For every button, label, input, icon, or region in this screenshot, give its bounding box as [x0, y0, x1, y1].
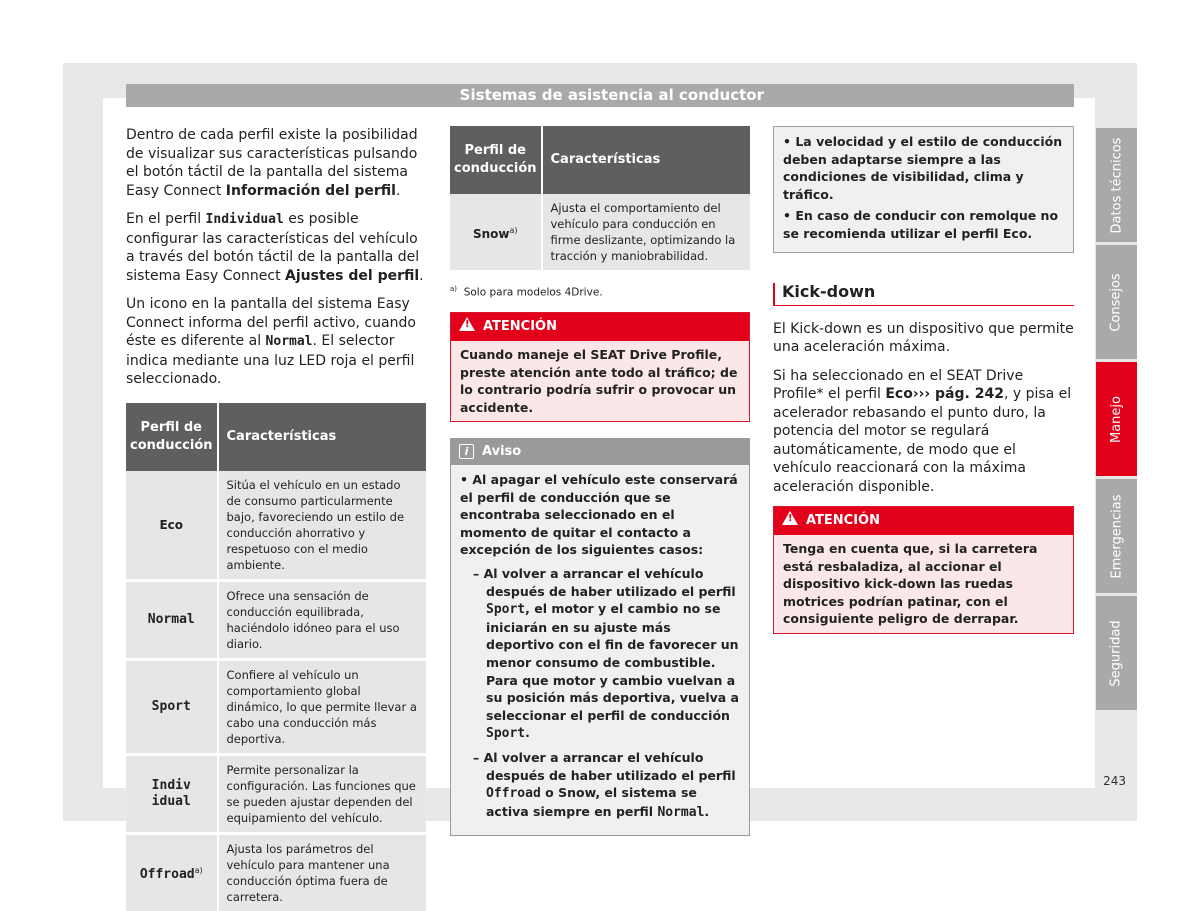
table-header-characteristics: Características — [542, 126, 751, 194]
profile-name: Individual — [126, 754, 218, 833]
note-body — [451, 465, 749, 835]
middle-column — [450, 126, 750, 836]
tab-emergencias[interactable]: Emergencias — [1096, 479, 1137, 593]
tab-seguridad[interactable]: Seguridad — [1096, 596, 1137, 710]
warning-text: Cuando maneje el SEAT Drive Profile, preste atención ante todo al tráfico; de lo contrario podría sufrir o provocar un accidente. — [460, 347, 738, 415]
paragraph-kickdown-intro: El Kick-down es un dispositivo que permite una aceleración máxima. — [773, 320, 1074, 355]
tab-datos-tecnicos[interactable]: Datos técnicos — [1096, 128, 1137, 242]
paragraph-individual: En el perfil Individual es posible configurar las características del vehículo a través del botón táctil de la pantalla del sistema Easy Connect Ajustes del perfil. — [126, 211, 424, 284]
warning-header: !ATENCIÓN — [774, 507, 1073, 535]
bullet-item: • La velocidad y el estilo de conducción deben adaptarse siempre a las condiciones de visibilidad, clima y tráfico. — [783, 134, 1063, 202]
bullet-box — [773, 126, 1074, 253]
table-row — [126, 754, 426, 833]
chapter-tabs — [1096, 128, 1137, 713]
table-row — [126, 471, 426, 581]
section-title: Kick-down — [773, 283, 1074, 306]
paragraph-kickdown-detail: Si ha seleccionado en el SEAT Drive Profile* el perfil Eco››› pág. 242, y pisa el acelerador rebasando el punto duro, la potencia del motor se regulará automáticamente, de modo que el vehículo reaccionará con la máxima aceleración disponible. — [773, 367, 1072, 495]
table-row — [126, 833, 426, 911]
profile-description: Ofrece una sensación de conducción equilibrada, haciéndolo idóneo para el uso diario. — [218, 580, 427, 659]
note-box — [450, 438, 750, 836]
profile-name: Offroad$^{a)}$ — [126, 833, 218, 911]
profile-description: Permite personalizar la configuración. Las funciones que se pueden ajustar dependen del equipamiento del vehículo. — [218, 754, 427, 833]
table-row — [126, 580, 426, 659]
note-header: i Aviso — [451, 439, 749, 465]
note-subitem: – Al volver a arrancar el vehículo después de haber utilizado el perfil Sport, el motor y el cambio no se iniciarán en su ajuste más deportivo con el fin de favorecer un menor consumo de combustible. Para que motor y cambio vuelvan a su posición más deportiva, vuelva a seleccionar el perfil de conducción Sport. — [473, 565, 739, 742]
note-intro: • Al apagar el vehículo este conservará el perfil de conducción que se encontraba seleccionado en el momento de quitar el contacto a excepción de los siguientes casos: — [460, 472, 738, 558]
warning-box — [773, 506, 1074, 634]
warning-header: !ATENCIÓN — [451, 313, 749, 341]
profile-name: Snow$^{a)}$ — [450, 194, 542, 270]
warning-box — [450, 312, 750, 422]
page-number: 243 — [1103, 774, 1126, 788]
chapter-header — [126, 84, 1074, 107]
profile-description: Ajusta los parámetros del vehículo para mantener una conducción óptima fuera de carretera. — [218, 833, 427, 911]
profile-description: Sitúa el vehículo en un estado de consumo particularmente bajo, favoreciendo un estilo de conducción ahorrativo y respetuoso con el medio ambiente. — [218, 471, 427, 581]
table-row — [450, 194, 750, 270]
profile-name: Normal — [126, 580, 218, 659]
profile-name: Sport — [126, 659, 218, 754]
tab-manejo[interactable]: Manejo — [1096, 362, 1137, 476]
table-header-characteristics: Características — [218, 403, 427, 471]
info-icon: i — [459, 444, 474, 459]
page-reference-link[interactable]: pág. 242 — [930, 386, 1004, 402]
tab-consejos[interactable]: Consejos — [1096, 245, 1137, 359]
warning-text: Tenga en cuenta que, si la carretera está resbaladiza, al accionar el dispositivo kick-down las ruedas motrices podrían patinar, con el consiguiente peligro de derrapar. — [783, 541, 1038, 626]
table-row — [126, 659, 426, 754]
chapter-title: Sistemas de asistencia al conductor — [459, 86, 764, 104]
warning-triangle-icon — [459, 317, 475, 331]
right-column — [773, 126, 1074, 634]
paragraph-active-profile: Un icono en la pantalla del sistema Easy Connect informa del perfil activo, cuando éste es diferente al Normal. El selector indica mediante una luz LED roja el perfil seleccionado. — [126, 296, 416, 387]
left-column — [126, 126, 426, 911]
paragraph-profile-info: Dentro de cada perfil existe la posibilidad de visualizar sus características pulsando el botón táctil de la pantalla del sistema Easy Connect Información del perfil. — [126, 127, 418, 199]
profile-description: Ajusta el comportamiento del vehículo para conducción en firme deslizante, optimizando la tracción y maniobrabilidad. — [542, 194, 751, 270]
cross-reference-arrows: ››› — [912, 386, 931, 402]
footnote: $^{a)}$ Solo para modelos 4Drive. — [450, 285, 603, 299]
table-header-profile: Perfil de conducción — [126, 403, 218, 471]
profile-table — [126, 403, 426, 911]
profile-name: Eco — [126, 471, 218, 581]
note-subitem: – Al volver a arrancar el vehículo después de haber utilizado el perfil Offroad o Snow, el sistema se activa siempre en perfil Normal. — [473, 749, 736, 820]
table-header-profile: Perfil de conducción — [450, 126, 542, 194]
profile-description: Confiere al vehículo un comportamiento global dinámico, lo que permite llevar a cabo una conducción más deportiva. — [218, 659, 427, 754]
bullet-item: • En caso de conducir con remolque no se recomienda utilizar el perfil Eco. — [783, 208, 1059, 241]
warning-triangle-icon — [782, 511, 798, 525]
snow-table — [450, 126, 750, 270]
